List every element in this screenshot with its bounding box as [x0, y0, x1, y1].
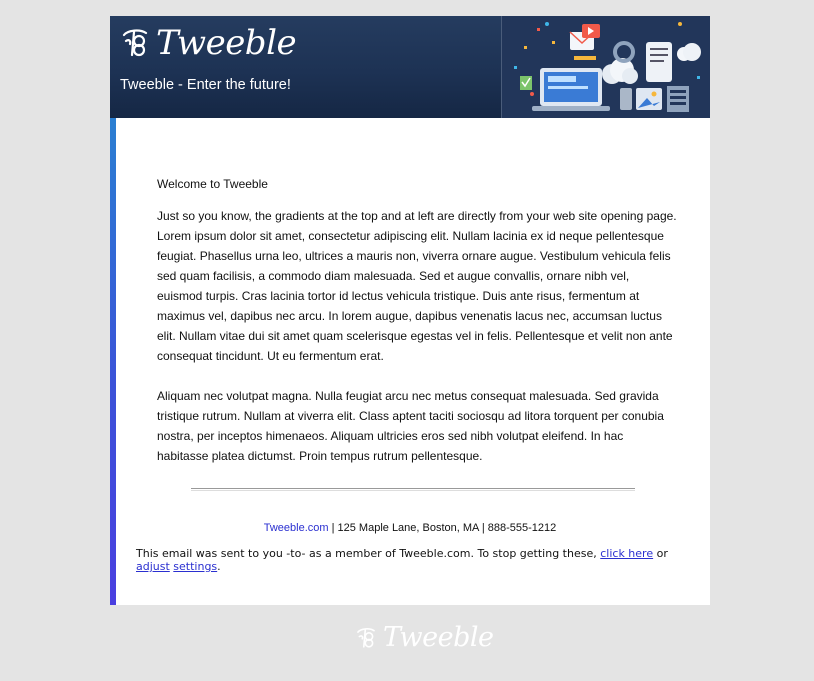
header-illustration [501, 16, 710, 118]
tweeble-logo [120, 23, 297, 63]
contact-line [110, 522, 710, 534]
body-paragraph-1: Just so you know, the gradients at the top and at left are directly from your web site opening page. Lorem ipsum dolor sit amet, consectetur adipiscing elit. Nullam lacinia ex id neque pellentesque feugiat. Phasellus urna leo, ultrices a mauris non, viverra ornare augue. Vestibulum vehicula felis sed quam facilisis, a commodo diam malesuada. Sed et augue convallis, ornare nibh vel, euismod turpis. Cras lacinia tortor id lectus vehicula tristique. Duis ante risus, fermentum at maximus vel, dapibus nec arcu. In lorem augue, dapibus venenatis lacus nec, accumsan luctus elit. Nullam vitae dui sit amet quam scelerisque egestas vel in felis. Pellentesque et velit non ante consequat tincidunt. Ut eu fermentum erat. [157, 209, 677, 363]
header-brand-area [110, 16, 501, 118]
tagline: Tweeble - Enter the future! [120, 77, 291, 93]
divider [191, 488, 635, 491]
welcome-heading: Welcome to Tweeble [157, 177, 268, 191]
unsubscribe-link[interactable]: click here [600, 547, 654, 560]
message-content [157, 174, 677, 478]
footer-logo-icon [355, 625, 377, 651]
email-header [110, 16, 710, 118]
email-container [110, 16, 710, 605]
site-link[interactable]: Tweeble.com [263, 522, 329, 534]
email-body [110, 118, 710, 605]
subscription-notice [136, 547, 686, 573]
address-text: | 125 Maple Lane, Boston, MA | 888-555-1212 [328, 522, 557, 534]
settings-link[interactable]: settings [173, 560, 218, 573]
footer-logo [355, 624, 494, 651]
footer-brand-name: Tweeble [383, 622, 494, 653]
adjust-link[interactable]: adjust [136, 560, 170, 573]
brand-name: Tweeble [156, 23, 297, 63]
tweeble-logo-icon [120, 27, 150, 59]
body-paragraph-2: Aliquam nec volutpat magna. Nulla feugiat arcu nec metus consequat malesuada. Sed gravida tristique rutrum. Nullam at viverra elit. Class aptent taciti sociosqu ad litora torquent per conubia nostra, per inceptos himenaeos. Aliquam ultricies eros sed nibh volutpat eleifend. In hac habitasse platea dictumst. Proin tempus rutrum pellentesque. [157, 389, 664, 463]
notice-end: . [217, 560, 221, 573]
notice-text: This email was sent to you -to- as a member of Tweeble.com. To stop getting these, [136, 547, 601, 560]
notice-or: or [653, 547, 668, 560]
